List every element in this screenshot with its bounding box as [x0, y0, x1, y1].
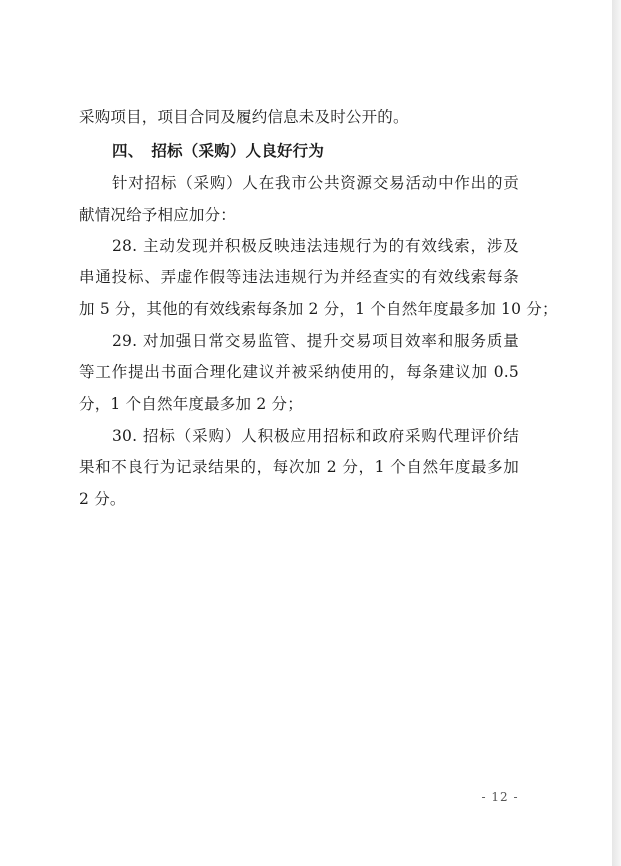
body-text-line: 针对招标（采购）人在我市公共资源交易活动中作出的贡 [112, 174, 519, 192]
item-28-line: 加 5 分，其他的有效线索每条加 2 分，1 个自然年度最多加 10 分； [79, 300, 558, 318]
body-text-line: 献情况给予相应加分： [79, 206, 237, 224]
page-edge-shadow [612, 0, 621, 866]
item-29-line: 等工作提出书面合理化建议并被采纳使用的，每条建议加 0.5 [79, 363, 519, 381]
item-29-line: 分，1 个自然年度最多加 2 分； [79, 395, 303, 413]
body-text-line: 采购项目，项目合同及履约信息未及时公开的。 [79, 108, 409, 126]
item-30-line: 30. 招标（采购）人积极应用招标和政府采购代理评价结 [112, 427, 519, 445]
item-28-line: 串通投标、弄虚作假等违法违规行为并经查实的有效线索每条 [79, 268, 519, 286]
item-30-line: 2 分。 [79, 490, 126, 508]
section-heading: 四、 招标（采购）人良好行为 [112, 142, 325, 160]
item-30-line: 果和不良行为记录结果的，每次加 2 分，1 个自然年度最多加 [79, 458, 519, 476]
item-29-line: 29. 对加强日常交易监管、提升交易项目效率和服务质量 [112, 332, 519, 350]
page-number: - 12 - [481, 790, 519, 804]
item-28-line: 28. 主动发现并积极反映违法违规行为的有效线索，涉及 [112, 237, 519, 255]
